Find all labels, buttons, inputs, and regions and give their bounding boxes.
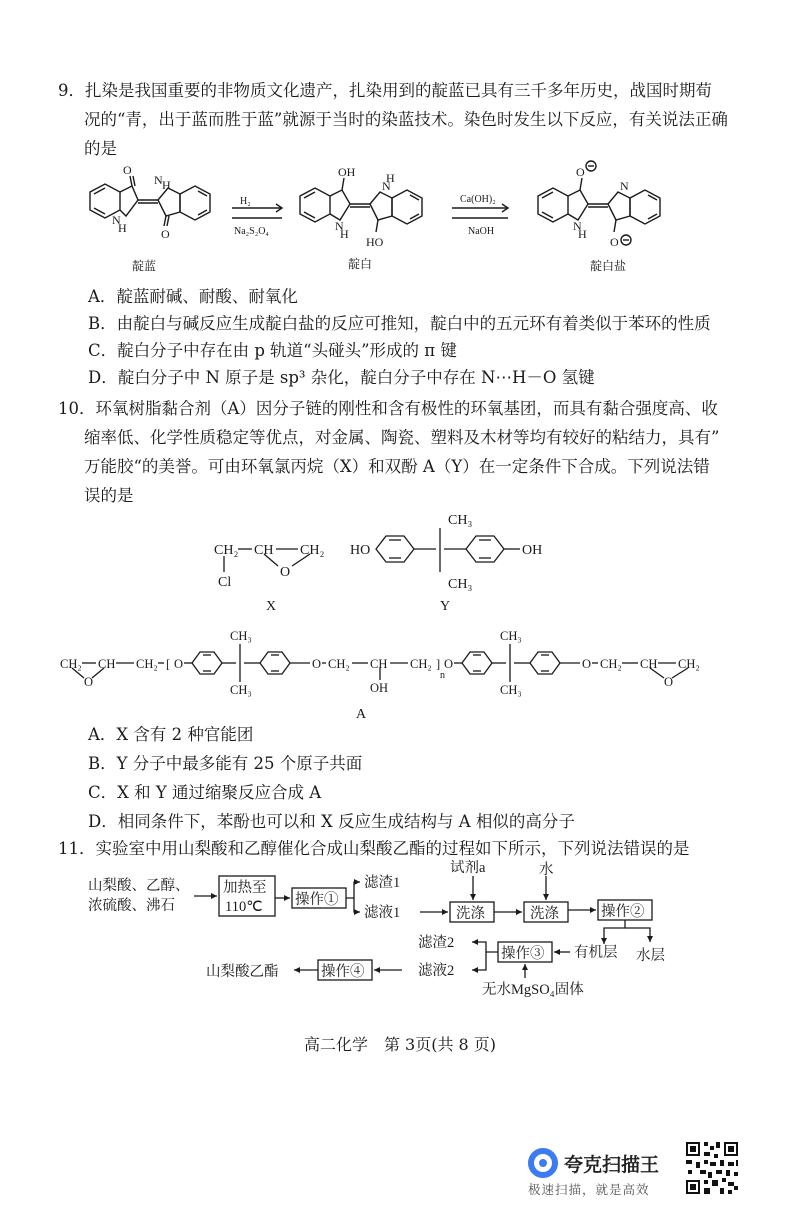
svg-text:HO: HO (350, 543, 371, 558)
label-leuco-indigo: 靛白 (348, 257, 373, 271)
flow-filtrate-1: 滤液1 (364, 905, 401, 921)
svg-text:CH₂: CH₂ (600, 657, 622, 671)
svg-text:N: N (335, 219, 344, 233)
svg-text:CH: CH (370, 657, 388, 671)
flow-organic-layer: 有机层 (574, 945, 618, 961)
epoxy-monomers-structures (200, 506, 580, 616)
svg-text:CH₂: CH₂ (214, 543, 239, 558)
label-a: A (356, 707, 367, 722)
svg-text:CH: CH (640, 657, 658, 671)
svg-text:OH: OH (338, 165, 356, 179)
flow-operation-4: 操作④ (321, 964, 365, 980)
svg-text:O: O (174, 657, 184, 671)
reagent-naoh: NaOH (468, 226, 495, 237)
question-9-stem-line-3: 的是 (84, 139, 117, 158)
reagent-na2s2o4: Na₂S₂O₄ (234, 226, 269, 237)
svg-text:n: n (440, 670, 445, 681)
svg-text:OH: OH (370, 681, 389, 695)
question-10-stem-line-3: 万能胶“的美誉。可由环氧氯丙烷（X）和双酚 A（Y）在一定条件下合成。下列说法错 (84, 457, 710, 476)
svg-text:CH: CH (254, 543, 274, 558)
leuco-indigo-salt-structure (538, 161, 660, 245)
svg-text:CH₂: CH₂ (328, 657, 350, 671)
svg-text:O: O (610, 235, 619, 249)
question-11-stem (58, 834, 758, 863)
svg-text:O: O (161, 227, 170, 241)
svg-text:O: O (84, 675, 94, 689)
svg-text:O: O (280, 565, 291, 580)
label-x: X (266, 599, 277, 614)
svg-text:]: ] (436, 657, 441, 671)
svg-text:[: [ (166, 657, 171, 671)
scanner-watermark (528, 1146, 678, 1202)
flow-product: 山梨酸乙酯 (206, 964, 279, 980)
flow-operation-1: 操作① (295, 892, 339, 908)
svg-text:H: H (162, 178, 171, 192)
question-9-option-c: C．靛白分子中存在由 p 轨道“头碰头”形成的 π 键 (88, 341, 457, 360)
question-9-option-b: B．由靛白与碱反应生成靛白盐的反应可推知，靛白中的五元环有着类似于苯环的性质 (88, 314, 711, 333)
svg-text:H: H (118, 221, 127, 235)
indigo-structure (90, 176, 210, 226)
svg-text:N: N (620, 179, 629, 193)
svg-text:O: O (664, 675, 674, 689)
svg-text:CH₂: CH₂ (678, 657, 700, 671)
page-footer: 高二化学 第 3页(共 8 页) (303, 1035, 497, 1054)
label-indigo: 靛蓝 (132, 259, 157, 273)
svg-text:O: O (444, 657, 454, 671)
svg-text:O: O (582, 657, 592, 671)
svg-text:OH: OH (522, 543, 543, 558)
question-11-stem-line-1: 实验室中用山梨酸和乙醇催化合成山梨酸乙酯的过程如下所示，下列说法错误的是 (95, 839, 690, 858)
svg-text:O: O (123, 163, 132, 177)
svg-text:CH₂: CH₂ (60, 657, 82, 671)
question-10-stem-line-1: 环氧树脂黏合剂（A）因分子链的刚性和含有极性的环氧基团，而具有黏合强度高、收 (95, 399, 718, 418)
flow-wash-1: 洗涤 (456, 906, 485, 922)
svg-text:CH₂: CH₂ (136, 657, 158, 671)
flow-aqueous-layer: 水层 (636, 948, 665, 964)
question-10-option-d: D．相同条件下，苯酚也可以和 X 反应生成结构与 A 相似的高分子 (88, 812, 575, 831)
svg-text:H: H (386, 171, 395, 185)
svg-text:CH₃: CH₃ (448, 513, 473, 528)
svg-text:N: N (154, 173, 163, 187)
svg-text:H: H (578, 227, 587, 241)
question-11-number: 11． (58, 839, 96, 858)
svg-text:N: N (382, 179, 391, 193)
question-9-option-d: D．靛白分子中 N 原子是 sp³ 杂化，靛白分子中存在 N⋯H－O 氢键 (88, 368, 595, 387)
label-y: Y (440, 599, 451, 614)
synthesis-flowchart (84, 860, 684, 1000)
flow-reagent-a: 试剂a (450, 860, 486, 876)
svg-text:CH₂: CH₂ (410, 657, 432, 671)
svg-text:CH: CH (98, 657, 116, 671)
quark-logo-icon (528, 1148, 558, 1178)
epoxy-resin-a-structure (60, 626, 750, 722)
flow-residue-2: 滤渣2 (418, 935, 455, 951)
svg-text:CH₃: CH₃ (230, 683, 252, 697)
flow-wash-2: 洗涤 (530, 906, 559, 922)
qr-code-icon (684, 1140, 740, 1196)
label-leuco-indigo-salt: 靛白盐 (590, 259, 627, 273)
flow-mgso4: 无水MgSO₄固体 (482, 982, 584, 998)
flow-water: 水 (539, 862, 554, 878)
svg-text:O: O (576, 165, 585, 179)
reagent-caoh2: Ca(OH)₂ (460, 194, 496, 205)
flow-operation-2: 操作② (601, 904, 645, 920)
flow-reactants-line-1: 山梨酸、乙醇、 (88, 878, 190, 894)
svg-text:HO: HO (366, 235, 384, 249)
reagent-h2: H₂ (240, 196, 251, 207)
flow-operation-3: 操作③ (501, 946, 545, 962)
question-9-stem (58, 76, 758, 163)
brand-slogan: 极速扫描，就是高效 (528, 1183, 650, 1197)
indigo-reaction-scheme (60, 158, 750, 282)
svg-text:CH₃: CH₃ (500, 629, 522, 643)
flow-residue-1: 滤渣1 (364, 875, 401, 891)
question-10-stem (58, 394, 758, 510)
svg-text:N: N (112, 213, 121, 227)
svg-text:O: O (312, 657, 322, 671)
question-10-stem-line-4: 误的是 (84, 486, 134, 505)
question-10-stem-line-2: 缩率低、化学性质稳定等优点，对金属、陶瓷、塑料及木材等均有较好的粘结力，具有” (84, 428, 720, 447)
flow-filtrate-2: 滤液2 (418, 963, 455, 979)
question-9-stem-line-2: 况的“青，出于蓝而胜于蓝”就源于当时的染蓝技术。染色时发生以下反应，有关说法正确 (84, 110, 728, 129)
svg-text:Cl: Cl (218, 575, 232, 590)
question-10-option-a: A．X 含有 2 种官能团 (88, 725, 254, 744)
svg-text:CH₃: CH₃ (448, 577, 473, 592)
svg-text:CH₃: CH₃ (230, 629, 252, 643)
question-9-option-a: A．靛蓝耐碱、耐酸、耐氧化 (88, 287, 298, 306)
question-10-number: 10． (58, 399, 96, 418)
question-9-stem-line-1: 扎染是我国重要的非物质文化遗产，扎染用到的靛蓝已具有三千多年历史，战国时期荀 (85, 81, 712, 100)
svg-text:CH₂: CH₂ (300, 543, 325, 558)
question-10-option-b: B．Y 分子中最多能有 25 个原子共面 (88, 754, 363, 773)
svg-text:N: N (573, 219, 582, 233)
flow-reactants-line-2: 浓硫酸、沸石 (88, 898, 175, 914)
question-10-option-c: C．X 和 Y 通过缩聚反应合成 A (88, 783, 322, 802)
brand-name: 夸克扫描王 (564, 1155, 660, 1176)
svg-text:H: H (340, 227, 349, 241)
flow-heat-line-2: 110℃ (225, 899, 263, 915)
leuco-indigo-structure (300, 178, 422, 232)
svg-text:CH₃: CH₃ (500, 683, 522, 697)
flow-heat-line-1: 加热至 (223, 880, 267, 896)
question-9-number: 9． (58, 81, 85, 100)
